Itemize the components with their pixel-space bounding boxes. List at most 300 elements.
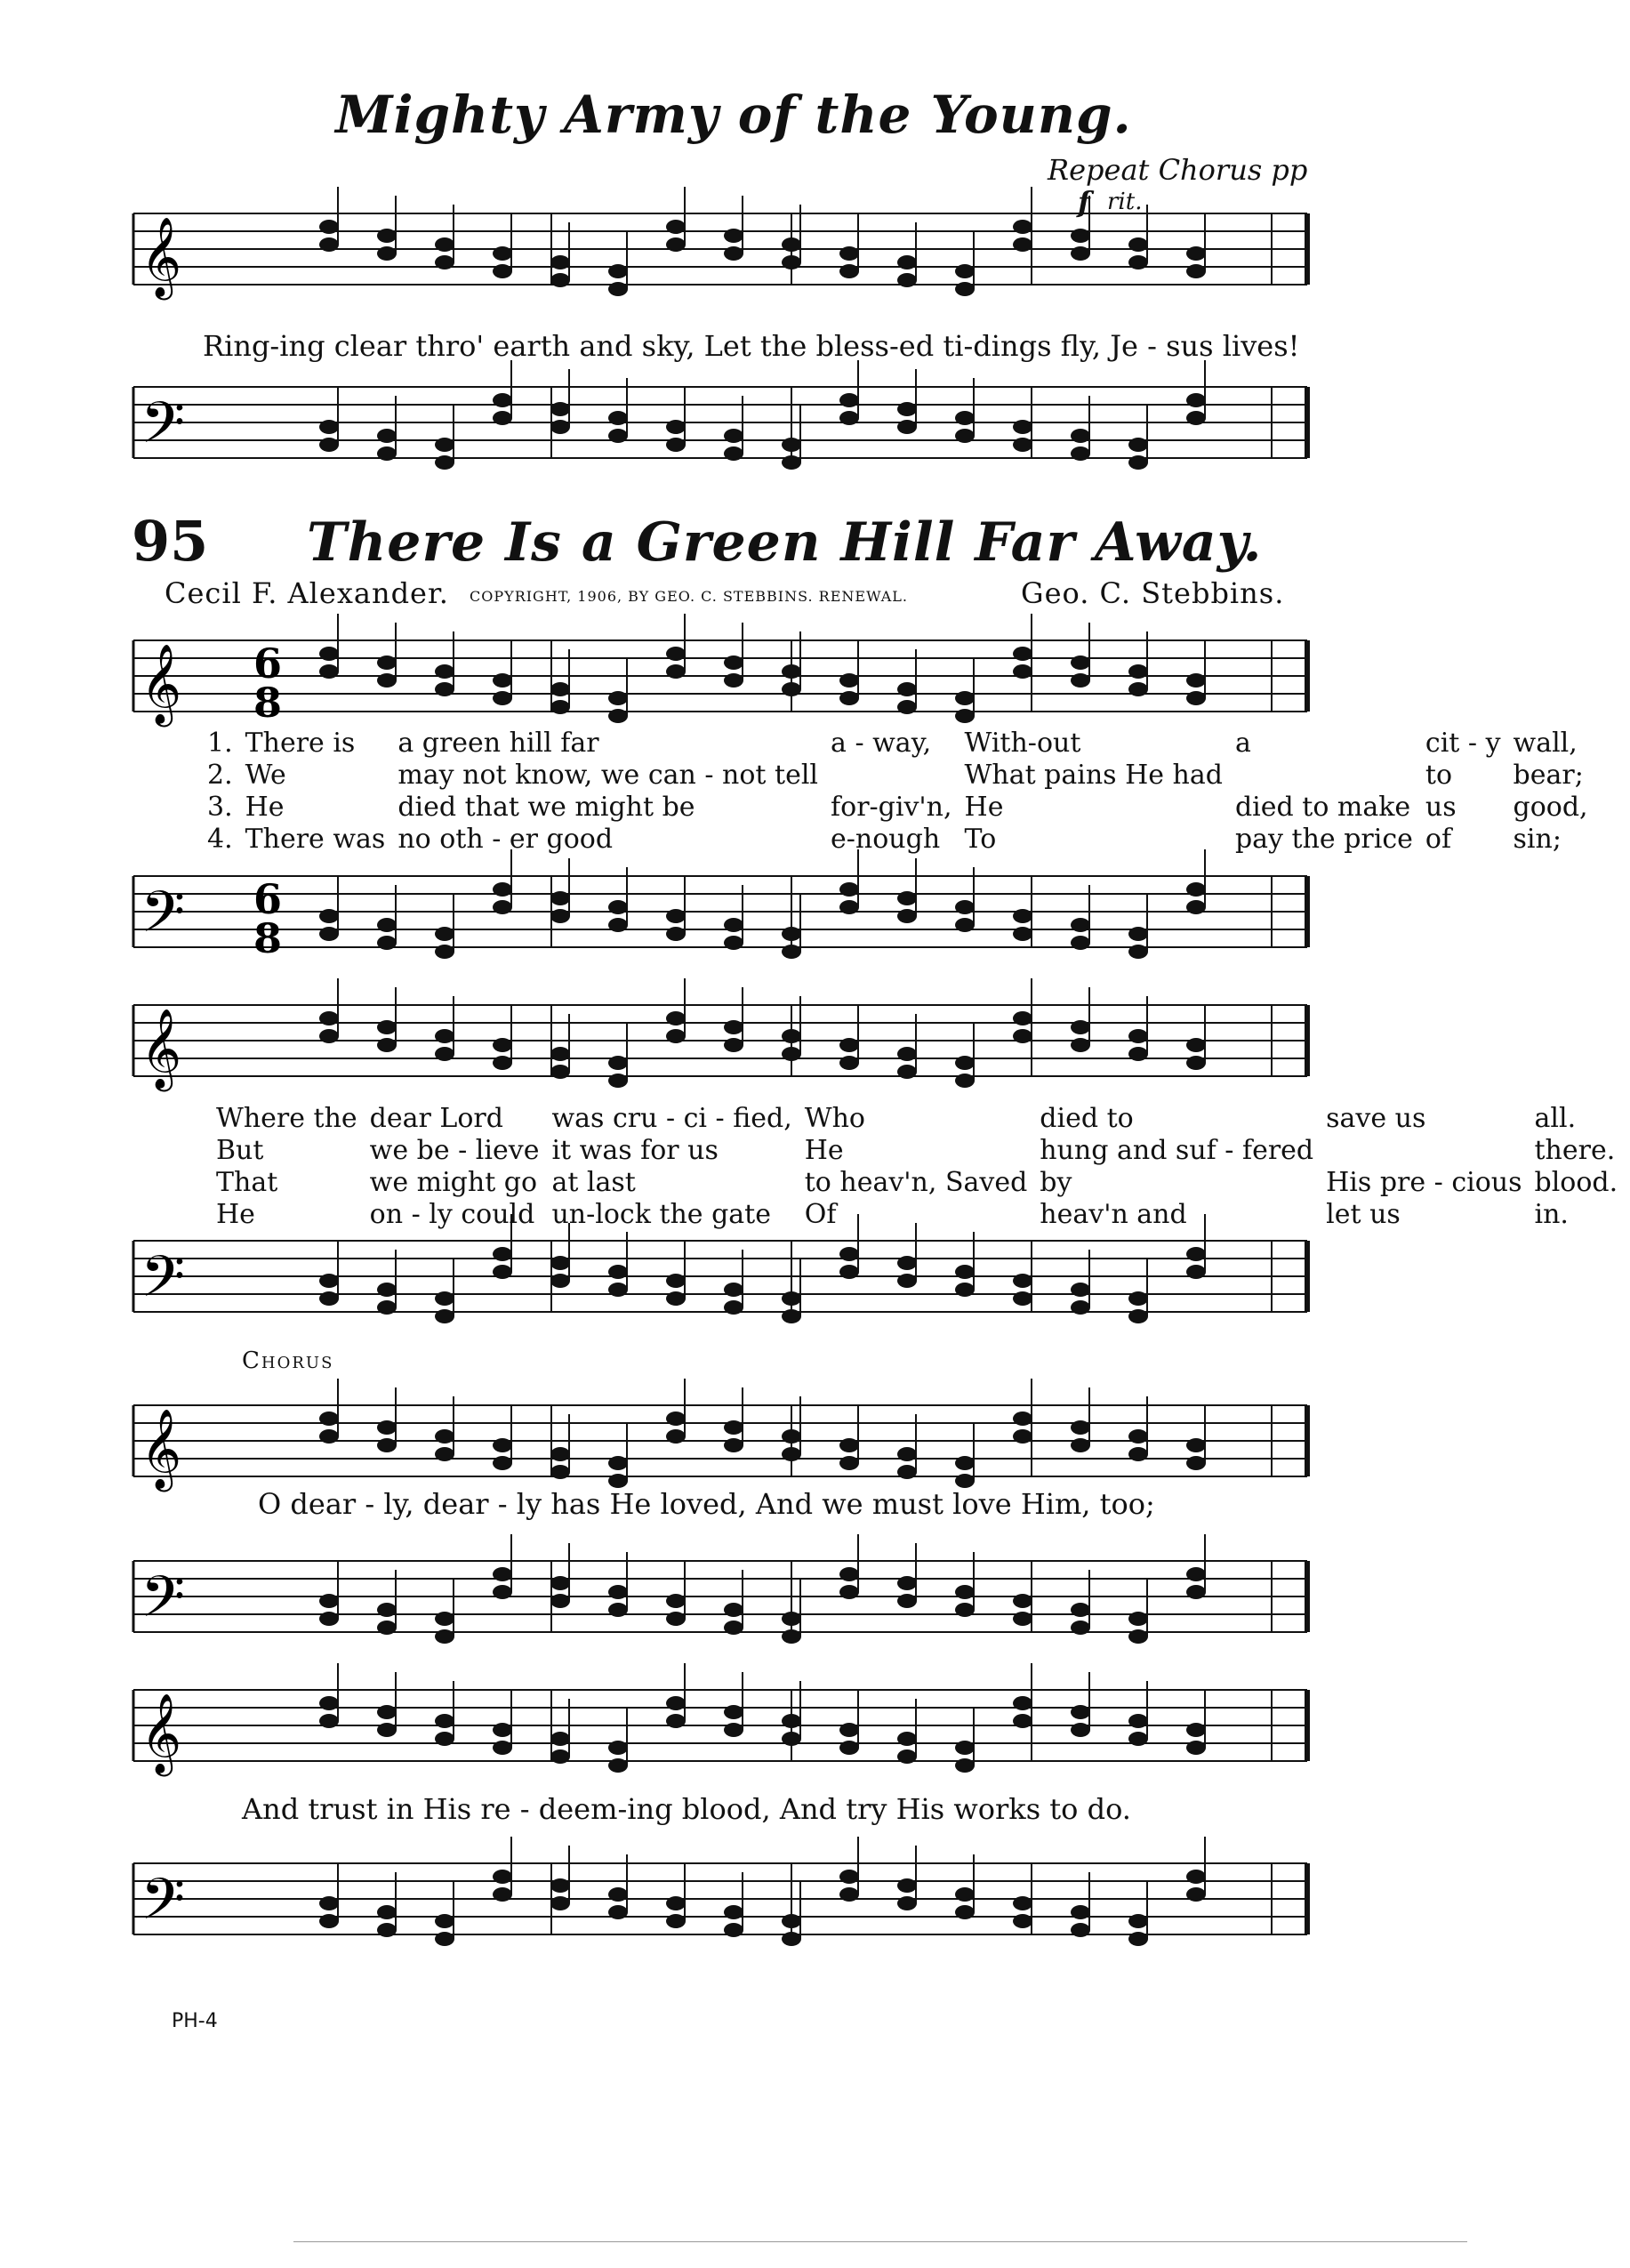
notehead xyxy=(782,1047,801,1061)
verse-word: There is xyxy=(245,728,356,759)
notehead xyxy=(955,709,975,723)
notehead xyxy=(955,282,975,296)
verse-word: 2. xyxy=(207,760,233,791)
notehead xyxy=(839,900,859,914)
notehead xyxy=(782,1291,801,1306)
notehead xyxy=(955,264,975,278)
notehead xyxy=(782,1029,801,1043)
verse-word xyxy=(1326,1135,1534,1167)
notehead xyxy=(724,446,743,461)
notehead xyxy=(897,1576,917,1590)
notehead xyxy=(1071,1438,1090,1452)
notehead xyxy=(550,1274,570,1288)
notehead xyxy=(435,1612,454,1626)
treble-clef-icon: 𝄞 xyxy=(141,1409,182,1489)
notehead xyxy=(839,411,859,425)
notehead xyxy=(666,647,686,661)
composer-credit: Geo. C. Stebbins. xyxy=(1021,576,1285,610)
notehead xyxy=(550,891,570,905)
notehead xyxy=(1128,1029,1148,1043)
verse-word: Of xyxy=(804,1199,837,1230)
time-signature-bottom: 8 xyxy=(253,914,283,962)
notehead xyxy=(724,1905,743,1919)
notehead xyxy=(1128,1732,1148,1746)
notehead xyxy=(955,1603,975,1617)
notehead xyxy=(319,1594,339,1608)
chorus-lyric-line2: And trust in His re - deem-ing blood, And try His works to do. xyxy=(242,1792,1131,1826)
notehead xyxy=(839,1056,859,1070)
notehead xyxy=(955,1456,975,1470)
verse-line xyxy=(216,1135,1630,1167)
verse-word: 1. xyxy=(207,728,233,759)
notehead xyxy=(782,438,801,452)
notehead xyxy=(493,1247,512,1261)
verse-word: on - ly could xyxy=(369,1199,535,1230)
verse-word: save us xyxy=(1326,1103,1426,1134)
notehead xyxy=(666,420,686,434)
hymn-title: There Is a Green Hill Far Away. xyxy=(307,511,1263,574)
notehead xyxy=(1071,1705,1090,1719)
verse-word: a green hill far xyxy=(397,728,599,759)
notehead xyxy=(319,664,339,679)
notehead xyxy=(897,255,917,269)
notehead xyxy=(839,1567,859,1581)
notehead xyxy=(493,393,512,407)
notehead xyxy=(435,1914,454,1928)
notehead xyxy=(1071,446,1090,461)
notehead xyxy=(955,1741,975,1755)
notehead xyxy=(955,1056,975,1070)
notehead xyxy=(1013,909,1032,923)
notehead xyxy=(1071,936,1090,950)
notehead xyxy=(608,1887,628,1902)
verse-word: by xyxy=(1040,1167,1072,1198)
notehead xyxy=(1071,1283,1090,1297)
notehead xyxy=(724,1923,743,1937)
notehead xyxy=(666,1896,686,1910)
notehead xyxy=(1128,682,1148,696)
notehead xyxy=(435,945,454,959)
notehead xyxy=(1013,1029,1032,1043)
notehead xyxy=(666,1029,686,1043)
treble-clef-icon: 𝄞 xyxy=(141,644,182,724)
notehead xyxy=(377,1621,397,1635)
notehead xyxy=(1128,1629,1148,1644)
notehead xyxy=(435,455,454,470)
notehead xyxy=(1013,1291,1032,1306)
notehead xyxy=(897,1256,917,1270)
notehead xyxy=(1128,1714,1148,1728)
notehead xyxy=(1071,1603,1090,1617)
notehead xyxy=(839,246,859,261)
verse-line xyxy=(207,824,1601,856)
notehead xyxy=(839,1438,859,1452)
notehead xyxy=(724,1038,743,1052)
notehead xyxy=(724,1283,743,1297)
notehead xyxy=(377,1923,397,1937)
system1-treble-staff xyxy=(124,631,1325,738)
notehead xyxy=(782,1309,801,1323)
notehead xyxy=(377,429,397,443)
notehead xyxy=(1071,1420,1090,1435)
notehead xyxy=(1013,1896,1032,1910)
notehead xyxy=(550,909,570,923)
notehead xyxy=(319,927,339,941)
notehead xyxy=(897,891,917,905)
notehead xyxy=(839,1247,859,1261)
notehead xyxy=(724,1020,743,1034)
notehead xyxy=(493,673,512,688)
notehead xyxy=(319,420,339,434)
notehead xyxy=(782,237,801,252)
notehead xyxy=(435,255,454,269)
notehead xyxy=(319,647,339,661)
notehead xyxy=(782,255,801,269)
notehead xyxy=(955,1758,975,1773)
notehead xyxy=(666,909,686,923)
notehead xyxy=(550,700,570,714)
notehead xyxy=(955,1887,975,1902)
previous-hymn-bass-staff xyxy=(124,378,1325,485)
verse-word: We xyxy=(245,760,286,791)
notehead xyxy=(782,664,801,679)
notehead xyxy=(1013,1714,1032,1728)
notehead xyxy=(839,1038,859,1052)
notehead xyxy=(319,1914,339,1928)
notehead xyxy=(1071,429,1090,443)
notehead xyxy=(1186,1567,1206,1581)
verse-word: in. xyxy=(1534,1199,1569,1230)
notehead xyxy=(435,1629,454,1644)
verse-word xyxy=(1235,760,1425,792)
notehead xyxy=(608,709,628,723)
notehead xyxy=(435,1309,454,1323)
notehead xyxy=(377,1420,397,1435)
notehead xyxy=(1013,237,1032,252)
verse-word: He xyxy=(245,792,285,823)
bass-clef-icon: 𝄢 xyxy=(141,1564,186,1645)
notehead xyxy=(955,1074,975,1088)
system1-bass-staff xyxy=(124,867,1325,974)
notehead xyxy=(955,900,975,914)
verse-word: bear; xyxy=(1513,760,1584,791)
verse-word: With-out xyxy=(964,728,1081,759)
notehead xyxy=(550,1594,570,1608)
notehead xyxy=(319,1411,339,1426)
notehead xyxy=(550,420,570,434)
time-signature-top: 6 xyxy=(253,875,283,923)
notehead xyxy=(608,1074,628,1088)
previous-hymn-title: Mighty Army of the Young. xyxy=(335,84,1132,145)
notehead xyxy=(1186,882,1206,897)
notehead xyxy=(435,1047,454,1061)
notehead xyxy=(493,1038,512,1052)
notehead xyxy=(1071,673,1090,688)
notehead xyxy=(724,936,743,950)
verse-word: un-lock the gate xyxy=(551,1199,771,1230)
notehead xyxy=(724,229,743,243)
notehead xyxy=(1071,1020,1090,1034)
notehead xyxy=(1071,1723,1090,1737)
notehead xyxy=(319,1029,339,1043)
notehead xyxy=(955,1283,975,1297)
notehead xyxy=(782,927,801,941)
system2-treble-staff xyxy=(124,996,1325,1103)
verse-word: wall, xyxy=(1513,728,1578,759)
notehead xyxy=(782,1732,801,1746)
verse-word: 3. xyxy=(207,792,233,823)
verse-line xyxy=(216,1167,1630,1199)
notehead xyxy=(1186,264,1206,278)
notehead xyxy=(1128,455,1148,470)
notehead xyxy=(319,909,339,923)
verse-word: e-nough xyxy=(831,824,941,855)
notehead xyxy=(608,264,628,278)
notehead xyxy=(782,1914,801,1928)
notehead xyxy=(666,664,686,679)
notehead xyxy=(897,1878,917,1893)
notehead xyxy=(377,1300,397,1315)
notehead xyxy=(608,1283,628,1297)
notehead xyxy=(1128,1932,1148,1946)
notehead xyxy=(377,1438,397,1452)
notehead xyxy=(319,438,339,452)
notehead xyxy=(782,682,801,696)
notehead xyxy=(897,682,917,696)
verse-word: died to make xyxy=(1234,792,1411,823)
verse-word xyxy=(831,760,965,792)
notehead xyxy=(1013,1914,1032,1928)
notehead xyxy=(550,1878,570,1893)
notehead xyxy=(1186,393,1206,407)
notehead xyxy=(724,918,743,932)
notehead xyxy=(724,1621,743,1635)
notehead xyxy=(493,1456,512,1470)
notehead xyxy=(319,1714,339,1728)
hymn-number: 95 xyxy=(132,509,209,574)
chorus2-bass-staff xyxy=(124,1854,1325,1961)
notehead xyxy=(782,1629,801,1644)
notehead xyxy=(493,1585,512,1599)
time-signature-bottom: 8 xyxy=(253,679,283,727)
notehead xyxy=(1186,411,1206,425)
notehead xyxy=(897,1732,917,1746)
notehead xyxy=(666,1274,686,1288)
notehead xyxy=(1186,1265,1206,1279)
notehead xyxy=(319,1011,339,1025)
notehead xyxy=(1186,1870,1206,1884)
notehead xyxy=(839,1456,859,1470)
notehead xyxy=(435,237,454,252)
notehead xyxy=(435,1732,454,1746)
system2-bass-staff xyxy=(124,1232,1325,1339)
verse-word: That xyxy=(216,1167,278,1198)
notehead xyxy=(377,936,397,950)
notehead xyxy=(377,1038,397,1052)
verse-line xyxy=(207,760,1601,792)
notehead xyxy=(839,1870,859,1884)
notehead xyxy=(666,1914,686,1928)
notehead xyxy=(550,1047,570,1061)
notehead xyxy=(955,918,975,932)
notehead xyxy=(1186,1887,1206,1902)
verse-word: we might go xyxy=(369,1167,538,1198)
notehead xyxy=(493,1265,512,1279)
notehead xyxy=(1128,237,1148,252)
notehead xyxy=(724,673,743,688)
notehead xyxy=(377,1020,397,1034)
verse-word: He xyxy=(964,792,1004,823)
notehead xyxy=(377,655,397,670)
notehead xyxy=(550,1749,570,1764)
notehead xyxy=(550,402,570,416)
notehead xyxy=(1186,1438,1206,1452)
verse-line xyxy=(216,1199,1630,1231)
notehead xyxy=(1013,1696,1032,1710)
verse-word: blood. xyxy=(1534,1167,1618,1198)
notehead xyxy=(1071,246,1090,261)
notehead xyxy=(493,264,512,278)
notehead xyxy=(897,1594,917,1608)
notehead xyxy=(955,1905,975,1919)
system1-verses xyxy=(207,728,1601,856)
notehead xyxy=(782,1612,801,1626)
notehead xyxy=(666,220,686,234)
notehead xyxy=(493,411,512,425)
dynamic-ritardando: rit. xyxy=(1107,189,1143,215)
notehead xyxy=(608,282,628,296)
copyright-notice: COPYRIGHT, 1906, BY GEO. C. STEBBINS. RENEWAL. xyxy=(470,588,908,605)
verse-word: to heav'n, Saved xyxy=(804,1167,1028,1198)
verse-word: dear Lord xyxy=(369,1103,503,1134)
author-credit: Cecil F. Alexander. xyxy=(165,576,449,610)
notehead xyxy=(1013,647,1032,661)
notehead xyxy=(724,429,743,443)
page-code: PH-4 xyxy=(172,2010,218,2032)
notehead xyxy=(319,1896,339,1910)
notehead xyxy=(897,1749,917,1764)
notehead xyxy=(435,1029,454,1043)
verse-word: to xyxy=(1425,760,1453,791)
notehead xyxy=(608,1905,628,1919)
notehead xyxy=(1128,1429,1148,1444)
notehead xyxy=(897,420,917,434)
notehead xyxy=(493,1870,512,1884)
notehead xyxy=(955,1474,975,1488)
time-signature-top: 6 xyxy=(253,639,283,688)
treble-clef-icon: 𝄞 xyxy=(141,217,182,297)
notehead xyxy=(435,682,454,696)
notehead xyxy=(493,1056,512,1070)
notehead xyxy=(1071,1038,1090,1052)
notehead xyxy=(782,1429,801,1444)
notehead xyxy=(1071,1923,1090,1937)
chorus-lyric-line1: O dear - ly, dear - ly has He loved, And we must love Him, too; xyxy=(258,1487,1155,1521)
notehead xyxy=(955,1265,975,1279)
notehead xyxy=(1013,1011,1032,1025)
verse-word: of xyxy=(1425,824,1452,855)
verse-word: What pains He had xyxy=(964,760,1223,791)
verse-word: we be - lieve xyxy=(369,1135,540,1166)
chorus-label: Chorus xyxy=(242,1347,334,1374)
notehead xyxy=(550,1732,570,1746)
verse-word: all. xyxy=(1534,1103,1577,1134)
notehead xyxy=(377,229,397,243)
notehead xyxy=(782,945,801,959)
verse-word: He xyxy=(804,1135,844,1166)
notehead xyxy=(839,691,859,705)
notehead xyxy=(493,1438,512,1452)
notehead xyxy=(724,1705,743,1719)
notehead xyxy=(493,882,512,897)
notehead xyxy=(1013,420,1032,434)
notehead xyxy=(666,1411,686,1426)
notehead xyxy=(897,1465,917,1479)
notehead xyxy=(608,918,628,932)
verse-word: a - way, xyxy=(831,728,932,759)
notehead xyxy=(1128,438,1148,452)
notehead xyxy=(550,1896,570,1910)
notehead xyxy=(1186,1723,1206,1737)
notehead xyxy=(897,700,917,714)
notehead xyxy=(608,1585,628,1599)
notehead xyxy=(319,1612,339,1626)
notehead xyxy=(1071,1621,1090,1635)
notehead xyxy=(839,1265,859,1279)
notehead xyxy=(319,1274,339,1288)
chorus-bass-staff xyxy=(124,1552,1325,1659)
notehead xyxy=(666,927,686,941)
notehead xyxy=(377,446,397,461)
notehead xyxy=(550,1576,570,1590)
notehead xyxy=(782,1932,801,1946)
previous-hymn-treble-staff xyxy=(124,205,1325,311)
notehead xyxy=(782,1714,801,1728)
verse-word: His pre - cious xyxy=(1326,1167,1522,1198)
dynamic-forte: f xyxy=(1078,185,1090,219)
verse-word: Where the xyxy=(216,1103,357,1134)
notehead xyxy=(897,909,917,923)
notehead xyxy=(319,1429,339,1444)
notehead xyxy=(724,1420,743,1435)
verse-word: died that we might be xyxy=(397,792,695,823)
notehead xyxy=(1128,255,1148,269)
notehead xyxy=(666,237,686,252)
notehead xyxy=(1128,945,1148,959)
notehead xyxy=(377,1723,397,1737)
verse-word: But xyxy=(216,1135,264,1166)
notehead xyxy=(493,900,512,914)
repeat-chorus-note: Repeat Chorus pp xyxy=(1048,153,1308,187)
notehead xyxy=(724,1300,743,1315)
verse-word: us xyxy=(1425,792,1457,823)
notehead xyxy=(435,927,454,941)
verse-word: There was xyxy=(245,824,386,855)
notehead xyxy=(897,1047,917,1061)
notehead xyxy=(839,673,859,688)
notehead xyxy=(1013,1274,1032,1288)
notehead xyxy=(1128,664,1148,679)
notehead xyxy=(493,1723,512,1737)
notehead xyxy=(550,1465,570,1479)
notehead xyxy=(839,1741,859,1755)
verse-word: at last xyxy=(551,1167,636,1198)
notehead xyxy=(839,1887,859,1902)
notehead xyxy=(550,682,570,696)
verse-word: may not know, we can - not tell xyxy=(397,760,819,791)
bass-clef-icon: 𝄢 xyxy=(141,880,186,960)
notehead xyxy=(666,1696,686,1710)
